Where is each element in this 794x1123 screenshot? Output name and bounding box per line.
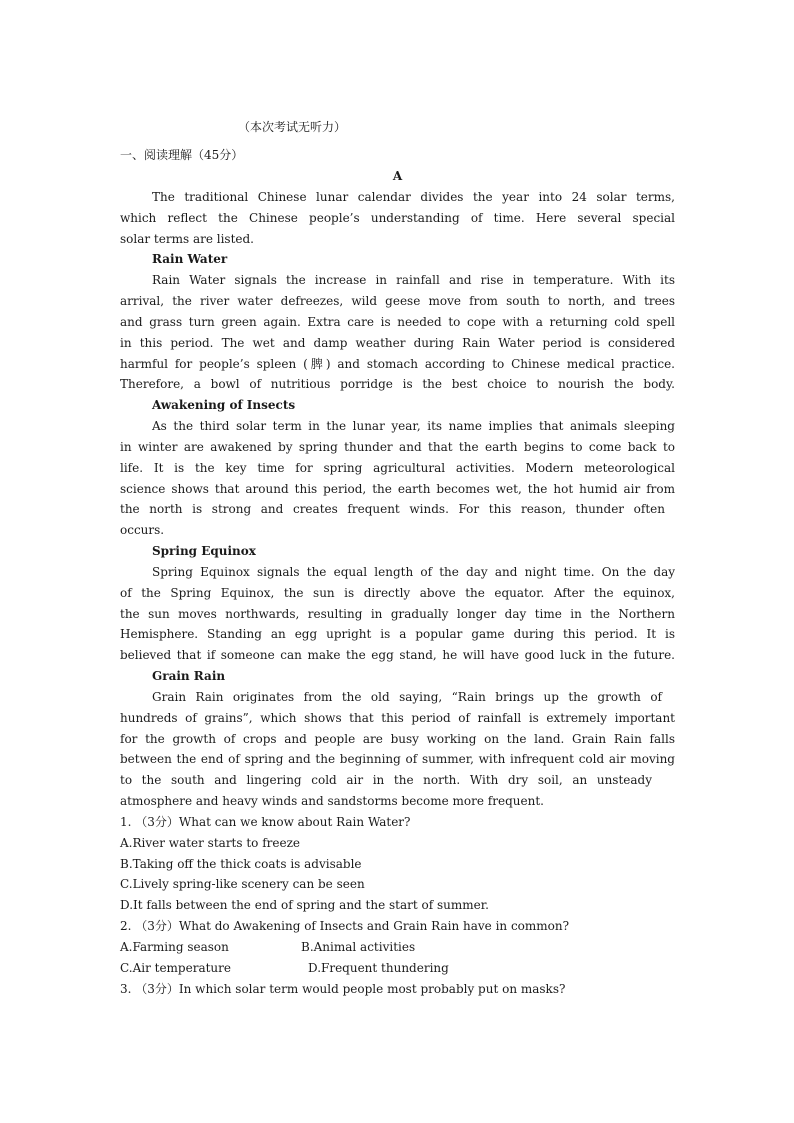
- paragraph-line: Spring Equinox signals the equal length of the day and night time. On the day: [152, 565, 675, 579]
- paragraph-line: believed that if someone can make the egg stand, he will have good luck in the future.: [120, 648, 675, 662]
- paragraph-line: Grain Rain originates from the old saying, “Rain brings up the growth of: [152, 690, 662, 704]
- paragraph-line: occurs.: [120, 523, 165, 537]
- paragraph-line: science shows that around this period, the earth becomes wet, the hot humid air from: [120, 482, 675, 496]
- section-heading-awakening-of-insects: Awakening of Insects: [152, 398, 296, 412]
- paragraph-line: Therefore, a bowl of nutritious porridge is the best choice to nourish the body.: [120, 377, 675, 391]
- paragraph-line: and grass turn green again. Extra care is needed to cope with a returning cold spell: [120, 315, 675, 329]
- header-note: （本次考试无听力）: [238, 120, 347, 134]
- paragraph-line: harmful for people’s spleen (脾) and stomach according to Chinese medical practice.: [120, 357, 675, 371]
- paragraph-line: the sun moves northwards, resulting in gradually longer day time in the Northern: [120, 607, 675, 621]
- section-title: 一、阅读理解（45分）: [120, 148, 244, 162]
- paragraph-line: to the south and lingering cold air in the north. With dry soil, an unsteady: [120, 773, 652, 787]
- paragraph-line: for the growth of crops and people are busy working on the land. Grain Rain falls: [120, 732, 675, 746]
- paragraph-line: the north is strong and creates frequent winds. For this reason, thunder often: [120, 502, 665, 516]
- question-2-option-b: B.Animal activities: [301, 940, 416, 954]
- paragraph-line: of the Spring Equinox, the sun is directly above the equator. After the equinox,: [120, 586, 675, 600]
- passage-label: A: [392, 169, 403, 183]
- intro-line: The traditional Chinese lunar calendar divides the year into 24 solar terms,: [152, 190, 675, 204]
- paragraph-line: atmosphere and heavy winds and sandstorms become more frequent.: [120, 794, 544, 808]
- paragraph-line: Hemisphere. Standing an egg upright is a popular game during this period. It is: [120, 627, 675, 641]
- paragraph-line: As the third solar term in the lunar year, its name implies that animals sleeping: [152, 419, 675, 433]
- intro-line: solar terms are listed.: [120, 232, 254, 246]
- question-2-stem: 2. （3分）What do Awakening of Insects and Grain Rain have in common?: [120, 919, 570, 933]
- paragraph-line: life. It is the key time for spring agricultural activities. Modern meteorological: [120, 461, 675, 475]
- paragraph-line: in winter are awakened by spring thunder and that the earth begins to come back to: [120, 440, 675, 454]
- question-2-option-a: A.Farming season: [120, 940, 229, 954]
- question-1-option-b: B.Taking off the thick coats is advisable: [120, 857, 362, 871]
- question-2-option-c: C.Air temperature: [120, 961, 231, 975]
- paragraph-line: between the end of spring and the beginning of summer, with infrequent cold air moving: [120, 752, 675, 766]
- question-1-stem: 1. （3分）What can we know about Rain Water?: [120, 815, 411, 829]
- question-1-option-c: C.Lively spring-like scenery can be seen: [120, 877, 365, 891]
- question-1-option-d: D.It falls between the end of spring and the start of summer.: [120, 898, 489, 912]
- section-heading-grain-rain: Grain Rain: [152, 669, 226, 683]
- paragraph-line: Rain Water signals the increase in rainfall and rise in temperature. With its: [152, 273, 675, 287]
- intro-line: which reflect the Chinese people’s understanding of time. Here several special: [120, 211, 675, 225]
- section-heading-rain-water: Rain Water: [152, 252, 228, 266]
- question-3-stem: 3. （3分）In which solar term would people most probably put on masks?: [120, 982, 566, 996]
- paragraph-line: arrival, the river water defreezes, wild geese move from south to north, and trees: [120, 294, 675, 308]
- paragraph-line: hundreds of grains”, which shows that this period of rainfall is extremely important: [120, 711, 675, 725]
- section-heading-spring-equinox: Spring Equinox: [152, 544, 256, 558]
- paragraph-line: in this period. The wet and damp weather during Rain Water period is considered: [120, 336, 675, 350]
- question-1-option-a: A.River water starts to freeze: [120, 836, 301, 850]
- question-2-option-d: D.Frequent thundering: [308, 961, 449, 975]
